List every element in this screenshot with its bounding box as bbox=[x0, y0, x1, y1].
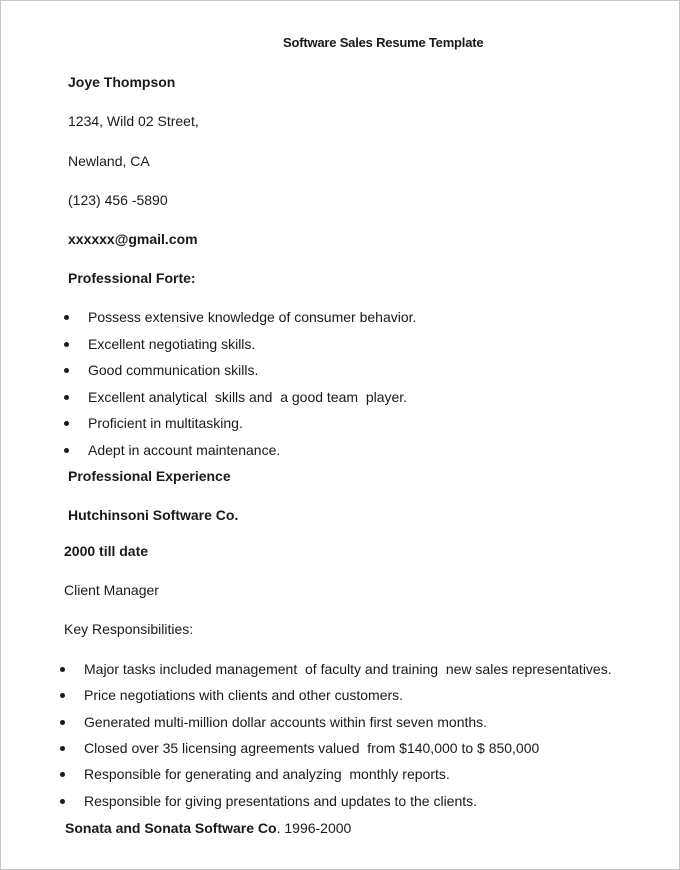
previous-company-years: 1996-2000 bbox=[280, 820, 352, 836]
address-line-1: 1234, Wild 02 Street, bbox=[68, 113, 199, 129]
responsibility-text: Responsible for giving presentations and updates to the clients. bbox=[84, 793, 478, 809]
bullet-icon bbox=[60, 746, 65, 751]
employment-dates: 2000 till date bbox=[64, 543, 149, 559]
responsibility-text: Closed over 35 licensing agreements valued from $140,000 to $ 850,000 bbox=[84, 740, 540, 756]
bullet-icon bbox=[60, 720, 65, 725]
forte-heading: Professional Forte: bbox=[68, 270, 196, 286]
experience-heading: Professional Experience bbox=[68, 468, 231, 484]
bullet-icon bbox=[64, 395, 69, 400]
previous-company-line bbox=[65, 819, 351, 837]
bullet-icon bbox=[64, 368, 69, 373]
document-title: Software Sales Resume Template bbox=[283, 35, 484, 50]
responsibility-text: Major tasks included management of faculty and training new sales representatives. bbox=[84, 661, 612, 677]
forte-item-text: Excellent analytical skills and a good team player. bbox=[88, 389, 408, 405]
responsibility-text: Responsible for generating and analyzing monthly reports. bbox=[84, 766, 450, 782]
candidate-name: Joye Thompson bbox=[68, 74, 176, 90]
forte-item-text: Proficient in multitasking. bbox=[88, 415, 243, 431]
responsibilities-heading: Key Responsibilities: bbox=[64, 621, 194, 637]
forte-item-text: Good communication skills. bbox=[88, 362, 259, 378]
bullet-icon bbox=[60, 772, 65, 777]
forte-item-text: Adept in account maintenance. bbox=[88, 442, 281, 458]
bullet-icon bbox=[60, 799, 65, 804]
responsibility-text: Generated multi-million dollar accounts within first seven months. bbox=[84, 714, 488, 730]
phone-number: (123) 456 -5890 bbox=[68, 192, 168, 208]
forte-item-text: Possess extensive knowledge of consumer behavior. bbox=[88, 309, 417, 325]
previous-company-name: Sonata and Sonata Software Co bbox=[65, 820, 277, 836]
bullet-icon bbox=[64, 448, 69, 453]
responsibility-text: Price negotiations with clients and other customers. bbox=[84, 687, 404, 703]
job-title: Client Manager bbox=[64, 582, 159, 598]
forte-item-text: Excellent negotiating skills. bbox=[88, 336, 256, 352]
bullet-icon bbox=[64, 315, 69, 320]
bullet-icon bbox=[64, 421, 69, 426]
email-address: xxxxxx@gmail.com bbox=[68, 231, 198, 247]
bullet-icon bbox=[64, 342, 69, 347]
bullet-icon bbox=[60, 667, 65, 672]
company-name: Hutchinsoni Software Co. bbox=[68, 507, 239, 523]
previous-company-period: . bbox=[276, 820, 281, 836]
address-line-2: Newland, CA bbox=[68, 153, 150, 169]
bullet-icon bbox=[60, 693, 65, 698]
